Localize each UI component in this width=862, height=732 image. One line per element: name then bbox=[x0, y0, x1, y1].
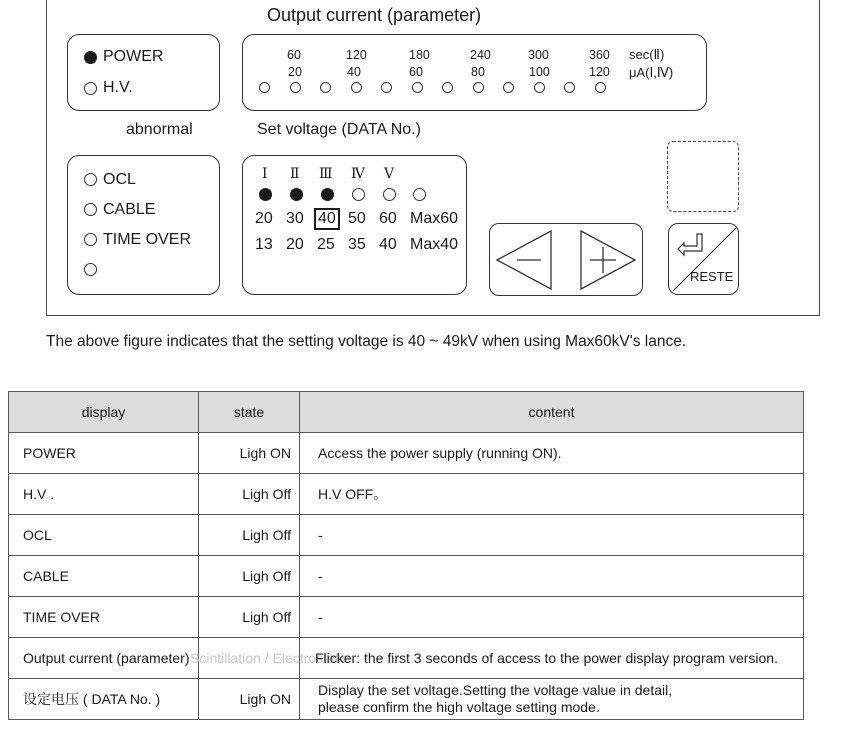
table-header-row bbox=[9, 392, 804, 433]
scale-bottom-value: 60 bbox=[409, 65, 423, 79]
time-over-label: TIME OVER bbox=[103, 231, 192, 248]
hv-indicator-lamp bbox=[84, 82, 97, 95]
scale-unit-sec: sec(Ⅱ) bbox=[629, 47, 665, 62]
voltage-lamp-off bbox=[383, 188, 396, 201]
scale-top-value: 240 bbox=[470, 48, 491, 62]
voltage-max60-value: 50 bbox=[348, 210, 366, 227]
current-lamp bbox=[351, 82, 362, 93]
display-cell: OCL bbox=[9, 515, 199, 556]
table-row bbox=[9, 679, 804, 720]
content-cell: - bbox=[300, 597, 804, 638]
display-cell: 设定电压 ( DATA No. ) bbox=[9, 679, 199, 720]
ocl-label: OCL bbox=[103, 171, 136, 188]
spare-indicator-lamp bbox=[84, 263, 97, 276]
power-label: POWER bbox=[103, 48, 164, 65]
display-cell bbox=[9, 638, 199, 679]
voltage-lamp-on bbox=[290, 188, 303, 201]
voltage-lamp-off bbox=[413, 188, 426, 201]
content-cell: - bbox=[300, 556, 804, 597]
content-cell: Access the power supply (running ON). bbox=[300, 433, 804, 474]
scale-top-value: 120 bbox=[346, 48, 367, 62]
scale-unit-ua: μA(Ⅰ,Ⅳ) bbox=[629, 65, 674, 80]
cable-label: CABLE bbox=[103, 201, 156, 218]
current-lamp bbox=[290, 82, 301, 93]
content-line: please confirm the high voltage setting mode. bbox=[318, 699, 600, 715]
hv-label: H.V. bbox=[103, 79, 133, 96]
content-line: Display the set voltage.Setting the voltage value in detail, bbox=[318, 682, 673, 698]
increase-button[interactable] bbox=[577, 228, 641, 292]
table-row bbox=[9, 638, 804, 679]
content-cell: - bbox=[300, 515, 804, 556]
table-row bbox=[9, 474, 804, 515]
voltage-max40-value: 13 bbox=[255, 236, 273, 253]
current-lamp bbox=[412, 82, 423, 93]
state-cell: Ligh Off bbox=[199, 515, 300, 556]
scale-bottom-value: 100 bbox=[529, 65, 550, 79]
voltage-max60-label: Max60 bbox=[410, 210, 459, 227]
cable-indicator-lamp bbox=[84, 203, 97, 216]
figure-caption: The above figure indicates that the setting voltage is 40 ~ 49kV when using Max60kV's lance. bbox=[46, 333, 687, 350]
table-row bbox=[9, 556, 804, 597]
display-cell: POWER bbox=[9, 433, 199, 474]
state-cell: Ligh ON bbox=[199, 433, 300, 474]
display-cell: CABLE bbox=[9, 556, 199, 597]
scale-top-value: 300 bbox=[528, 48, 549, 62]
content-text: Flicker: the first 3 seconds of access to the power display program version. bbox=[315, 650, 778, 666]
scale-bottom-value: 20 bbox=[288, 65, 302, 79]
display-state-table bbox=[8, 391, 804, 720]
scale-top-value: 60 bbox=[287, 48, 301, 62]
current-lamp bbox=[473, 82, 484, 93]
voltage-max40-value: 25 bbox=[317, 236, 335, 253]
content-cell: H.V OFF。 bbox=[300, 474, 804, 515]
watermark-text: Scintillation / Electrostatic bbox=[190, 650, 349, 666]
dashed-placeholder-box bbox=[667, 141, 739, 212]
voltage-level-roman: Ⅳ bbox=[351, 166, 365, 182]
current-lamp bbox=[595, 82, 606, 93]
voltage-max40-value: 35 bbox=[348, 236, 366, 253]
current-lamp bbox=[320, 82, 331, 93]
reset-button[interactable] bbox=[668, 223, 739, 295]
voltage-max60-value: 20 bbox=[255, 210, 273, 227]
state-cell bbox=[190, 638, 349, 679]
scale-bottom-value: 80 bbox=[471, 65, 485, 79]
state-cell: Ligh Off bbox=[199, 474, 300, 515]
voltage-max60-value: 30 bbox=[286, 210, 304, 227]
voltage-max40-label: Max40 bbox=[410, 236, 459, 253]
scale-top-value: 360 bbox=[589, 48, 610, 62]
decrease-button[interactable] bbox=[495, 228, 559, 292]
voltage-lamp-on bbox=[321, 188, 334, 201]
voltage-lamp-on bbox=[259, 188, 272, 201]
display-cell: H.V . bbox=[9, 474, 199, 515]
voltage-lamp-off bbox=[352, 188, 365, 201]
current-lamp bbox=[564, 82, 575, 93]
scale-top-value: 180 bbox=[409, 48, 430, 62]
time-over-indicator-lamp bbox=[84, 233, 97, 246]
display-text: Output current (parameter) bbox=[23, 650, 190, 666]
scale-bottom-value: 120 bbox=[589, 65, 610, 79]
panel-title: Output current (parameter) bbox=[267, 5, 482, 25]
current-lamp bbox=[442, 82, 453, 93]
current-lamp bbox=[503, 82, 514, 93]
table-row bbox=[9, 515, 804, 556]
current-lamp bbox=[534, 82, 545, 93]
column-header: state bbox=[199, 392, 300, 433]
column-header: content bbox=[300, 392, 804, 433]
power-group-box bbox=[67, 34, 220, 111]
voltage-level-roman: Ⅰ bbox=[262, 166, 268, 182]
power-indicator-lamp bbox=[84, 51, 97, 64]
voltage-level-roman: Ⅱ bbox=[290, 166, 300, 182]
voltage-selected-value: 40 bbox=[314, 208, 340, 230]
content-cell bbox=[300, 638, 804, 679]
voltage-max40-value: 20 bbox=[286, 236, 304, 253]
table-row bbox=[9, 597, 804, 638]
content-cell bbox=[300, 679, 804, 720]
abnormal-label: abnormal bbox=[126, 121, 193, 138]
state-cell: Ligh ON bbox=[199, 679, 300, 720]
voltage-max60-value: 60 bbox=[379, 210, 397, 227]
voltage-level-roman: Ⅲ bbox=[319, 166, 333, 182]
column-header: display bbox=[9, 392, 199, 433]
table-row bbox=[9, 433, 804, 474]
reset-label: RESTE bbox=[690, 269, 734, 284]
ocl-indicator-lamp bbox=[84, 173, 97, 186]
current-lamp bbox=[381, 82, 392, 93]
current-lamp bbox=[259, 82, 270, 93]
set-voltage-label: Set voltage (DATA No.) bbox=[257, 121, 421, 138]
voltage-max40-value: 40 bbox=[379, 236, 397, 253]
voltage-level-roman: Ⅴ bbox=[384, 166, 395, 182]
scale-bottom-value: 40 bbox=[347, 65, 361, 79]
state-cell: Ligh Off bbox=[199, 556, 300, 597]
display-cell: TIME OVER bbox=[9, 597, 199, 638]
state-cell: Ligh Off bbox=[199, 597, 300, 638]
